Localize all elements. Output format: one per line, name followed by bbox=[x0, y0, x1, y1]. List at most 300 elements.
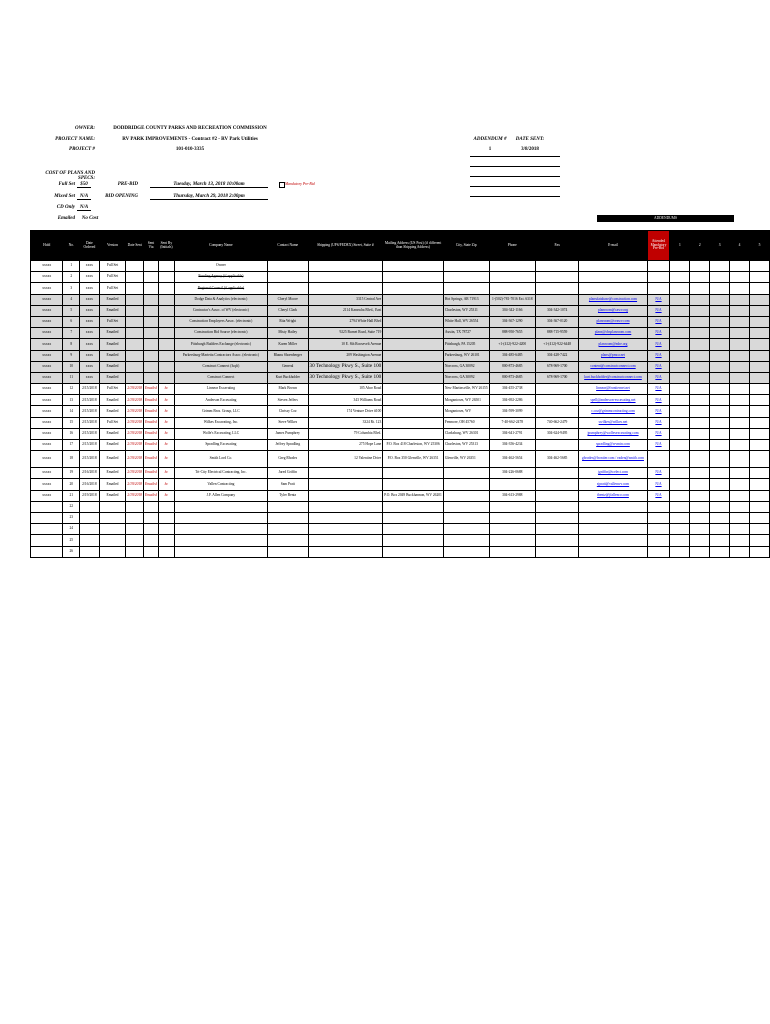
cell-via bbox=[143, 535, 158, 546]
cell-addendum-2 bbox=[690, 272, 710, 283]
column-header-15: Attended Mandatory Pre-Bid bbox=[647, 231, 670, 261]
table-row bbox=[31, 339, 770, 350]
cell-addendum-2 bbox=[690, 440, 710, 451]
project-no-value: 101-010-3335 bbox=[175, 147, 205, 152]
cd-only-value: N/A bbox=[77, 205, 91, 211]
cell-sent bbox=[126, 535, 144, 546]
cell-email[interactable]: planroom@ceawv.com bbox=[579, 316, 647, 327]
cell-email[interactable]: gbrodes@frontier.com / eaden@smith.com bbox=[579, 451, 647, 468]
cell-version bbox=[99, 535, 126, 546]
cell-via: Emailed bbox=[143, 406, 158, 417]
table-row bbox=[31, 512, 770, 523]
cell-att: N/A bbox=[647, 305, 670, 316]
cell-by bbox=[158, 535, 174, 546]
cell-addendum-4 bbox=[730, 535, 750, 546]
cell-no: 10 bbox=[63, 361, 80, 372]
cell-contact bbox=[268, 546, 309, 557]
cell-email[interactable]: linnear@frontiernet.net bbox=[579, 384, 647, 395]
table-row bbox=[31, 294, 770, 305]
cell-addendum-5 bbox=[750, 546, 770, 557]
addendum-line-4 bbox=[470, 186, 560, 187]
cell-via bbox=[143, 501, 158, 512]
cell-addendum-2 bbox=[690, 501, 710, 512]
cell-date bbox=[80, 546, 99, 557]
cell-city: Charleston, WV 25311 bbox=[443, 305, 489, 316]
cell-hold: xxxxx bbox=[31, 283, 63, 294]
table-row bbox=[31, 535, 770, 546]
cell-ship bbox=[308, 501, 383, 512]
cell-att: N/A bbox=[647, 490, 670, 501]
cell-hold: xxxxx bbox=[31, 417, 63, 428]
table-row bbox=[31, 272, 770, 283]
cell-company: Vallen Contracting bbox=[174, 479, 267, 490]
cell-addendum-1 bbox=[670, 451, 690, 468]
cell-by: hc bbox=[158, 490, 174, 501]
cell-contact bbox=[268, 512, 309, 523]
cell-date: xxxx bbox=[80, 361, 99, 372]
addendum-label: ADDENDUM # bbox=[473, 137, 507, 142]
cell-addendum-3 bbox=[710, 384, 730, 395]
cell-email[interactable]: c.coz@grimmcontracting.com bbox=[579, 406, 647, 417]
cell-email bbox=[579, 283, 647, 294]
cell-sent bbox=[126, 524, 144, 535]
cell-att bbox=[647, 451, 670, 468]
cell-via: Emailed bbox=[143, 479, 158, 490]
cell-addendum-1 bbox=[670, 305, 690, 316]
cell-email[interactable]: jpumphrey@wolfesexcavating.com bbox=[579, 428, 647, 439]
cell-mail bbox=[383, 501, 444, 512]
cell-hold: xxxxx bbox=[31, 451, 63, 468]
cell-addendum-5 bbox=[750, 283, 770, 294]
cell-via bbox=[143, 294, 158, 305]
cell-sent bbox=[126, 283, 144, 294]
cell-city bbox=[443, 272, 489, 283]
cell-fax bbox=[535, 535, 579, 546]
column-header-12: Phone bbox=[489, 231, 535, 261]
cell-via: Emailed bbox=[143, 395, 158, 406]
table-row bbox=[31, 350, 770, 361]
cell-email[interactable]: content@constructconnect.com bbox=[579, 361, 647, 372]
cell-company bbox=[174, 524, 267, 535]
cell-no: 22 bbox=[63, 501, 80, 512]
cell-hold: xxxxx bbox=[31, 428, 63, 439]
cell-date: xxxx bbox=[80, 305, 99, 316]
cell-email[interactable]: plans@pmca.net bbox=[579, 350, 647, 361]
cell-contact bbox=[268, 524, 309, 535]
cell-sent: 2/19/2018 bbox=[126, 468, 144, 479]
cell-city: Norcross, GA 30092 bbox=[443, 361, 489, 372]
cell-fax bbox=[535, 440, 579, 451]
cell-by bbox=[158, 512, 174, 523]
cell-mail: P.O. Box 2049 Buckhannon, WV 26201 bbox=[383, 490, 444, 501]
cell-company: Construct Connect (Isqft) bbox=[174, 361, 267, 372]
cell-by bbox=[158, 524, 174, 535]
cell-email bbox=[579, 261, 647, 272]
cell-version bbox=[99, 512, 126, 523]
cell-date: xxxx bbox=[80, 261, 99, 272]
cell-addendum-4 bbox=[730, 428, 750, 439]
cell-ship: 30 Technology Pkwy S., Suite 100 bbox=[308, 361, 383, 372]
cell-via: Emailed bbox=[143, 428, 158, 439]
cell-addendum-2 bbox=[690, 479, 710, 490]
cell-sent bbox=[126, 328, 144, 339]
table-body bbox=[31, 261, 770, 558]
cell-addendum-1 bbox=[670, 395, 690, 406]
cell-addendum-3 bbox=[710, 428, 730, 439]
mixed-set-value: N/A bbox=[77, 194, 91, 200]
cell-att bbox=[647, 272, 670, 283]
cell-phone: 304-485-6485 bbox=[489, 350, 535, 361]
cell-addendum-4 bbox=[730, 395, 750, 406]
column-header-16: 1 bbox=[670, 231, 690, 261]
cell-ship bbox=[308, 490, 383, 501]
cell-addendum-3 bbox=[710, 361, 730, 372]
cell-city: White Hall, WV 26554 bbox=[443, 316, 489, 327]
cell-hold: xxxxx bbox=[31, 328, 63, 339]
cell-version: Emailed bbox=[99, 451, 126, 468]
cell-via bbox=[143, 283, 158, 294]
cell-city bbox=[443, 261, 489, 272]
cell-hold: xxxxx bbox=[31, 490, 63, 501]
cell-hold: xxxxx bbox=[31, 261, 63, 272]
cell-contact: Steve Wilkes bbox=[268, 417, 309, 428]
cell-mail bbox=[383, 350, 444, 361]
cell-hold bbox=[31, 535, 63, 546]
cell-company: Smith Lord Co. bbox=[174, 451, 267, 468]
cell-fax bbox=[535, 283, 579, 294]
cell-hold: xxxxx bbox=[31, 350, 63, 361]
cell-sent: 2/19/2018 bbox=[126, 479, 144, 490]
cell-fax bbox=[535, 501, 579, 512]
cell-contact bbox=[268, 283, 309, 294]
cell-email bbox=[579, 272, 647, 283]
cell-contact: Greg Rhodes bbox=[268, 451, 309, 468]
cell-contact: Chrissy Coz bbox=[268, 406, 309, 417]
column-header-5: Sent Via bbox=[143, 231, 158, 261]
cell-att bbox=[647, 524, 670, 535]
cell-ship: 30 Technology Pkwy S., Suite 100 bbox=[308, 372, 383, 383]
cell-addendum-4 bbox=[730, 283, 750, 294]
cell-addendum-4 bbox=[730, 468, 750, 479]
addendum-line-3 bbox=[470, 176, 560, 177]
cell-company bbox=[174, 535, 267, 546]
cell-fax: 740-662-2479 bbox=[535, 417, 579, 428]
cell-addendum-4 bbox=[730, 372, 750, 383]
cell-hold bbox=[31, 546, 63, 557]
cell-contact: General bbox=[268, 361, 309, 372]
cell-fax: 304-462-5685 bbox=[535, 451, 579, 468]
cell-date bbox=[80, 501, 99, 512]
cell-company: Tri-City Electrical Contracting, Inc. bbox=[174, 468, 267, 479]
cd-only-label: CD Only bbox=[56, 205, 75, 210]
table-row bbox=[31, 372, 770, 383]
cell-addendum-1 bbox=[670, 417, 690, 428]
cell-version: Full Set bbox=[99, 272, 126, 283]
cell-by bbox=[158, 350, 174, 361]
cell-addendum-2 bbox=[690, 451, 710, 468]
cell-no: 8 bbox=[63, 339, 80, 350]
cell-city: Austin, TX 78727 bbox=[443, 328, 489, 339]
cell-no: 7 bbox=[63, 328, 80, 339]
column-header-8: Contact Name bbox=[268, 231, 309, 261]
cell-by: hc bbox=[158, 468, 174, 479]
cell-version: Emailed bbox=[99, 479, 126, 490]
cell-addendum-2 bbox=[690, 524, 710, 535]
cell-att: N/A bbox=[647, 479, 670, 490]
cell-fax bbox=[535, 272, 579, 283]
addendum-value: 1 bbox=[488, 147, 492, 152]
cell-contact bbox=[268, 535, 309, 546]
cell-email[interactable]: swilkes@wilkes.net bbox=[579, 417, 647, 428]
cell-hold: xxxxx bbox=[31, 316, 63, 327]
cell-version: Full Set bbox=[99, 261, 126, 272]
cell-phone: +1-(412)-922-4200 bbox=[489, 339, 535, 350]
cell-no: 12 bbox=[63, 384, 80, 395]
cell-via bbox=[143, 339, 158, 350]
cell-by bbox=[158, 316, 174, 327]
cell-addendum-2 bbox=[690, 350, 710, 361]
cell-phone bbox=[489, 272, 535, 283]
cell-fax bbox=[535, 294, 579, 305]
cell-addendum-3 bbox=[710, 395, 730, 406]
table-row bbox=[31, 479, 770, 490]
cell-addendum-5 bbox=[750, 440, 770, 451]
cell-addendum-5 bbox=[750, 524, 770, 535]
table-row bbox=[31, 384, 770, 395]
cell-contact: Mark Brown bbox=[268, 384, 309, 395]
cell-addendum-4 bbox=[730, 440, 750, 451]
cell-addendum-1 bbox=[670, 490, 690, 501]
cell-version: Emailed bbox=[99, 372, 126, 383]
cell-addendum-3 bbox=[710, 283, 730, 294]
table-row bbox=[31, 501, 770, 512]
cell-addendum-5 bbox=[750, 384, 770, 395]
cell-contact: Rita Wright bbox=[268, 316, 309, 327]
plan-holders-table bbox=[30, 230, 770, 558]
cell-att bbox=[647, 261, 670, 272]
cell-addendum-1 bbox=[670, 261, 690, 272]
cell-hold: xxxxx bbox=[31, 372, 63, 383]
addendum-line-2 bbox=[470, 166, 560, 167]
date-sent-label: DATE SENT: bbox=[515, 137, 545, 142]
cell-no: 6 bbox=[63, 316, 80, 327]
cell-contact: Misty Hailey bbox=[268, 328, 309, 339]
cell-att: N/A bbox=[647, 339, 670, 350]
cell-email[interactable]: spell@anderson-excavating.net bbox=[579, 395, 647, 406]
cell-sent bbox=[126, 361, 144, 372]
cell-via bbox=[143, 316, 158, 327]
full-set-label: Full Set bbox=[58, 182, 75, 187]
cell-date: xxxx bbox=[80, 272, 99, 283]
cell-email[interactable]: plans@cbsplanroom.com bbox=[579, 328, 647, 339]
cell-city: Glenville, WV 26351 bbox=[443, 451, 489, 468]
cell-att: N/A bbox=[647, 406, 670, 417]
cell-by bbox=[158, 294, 174, 305]
cell-sent bbox=[126, 305, 144, 316]
cell-contact bbox=[268, 261, 309, 272]
cell-no: 23 bbox=[63, 512, 80, 523]
cell-email[interactable]: jgriffin@tcelect.com bbox=[579, 468, 647, 479]
cell-phone: 304-692-2286 bbox=[489, 395, 535, 406]
cell-version: Full Set bbox=[99, 384, 126, 395]
cell-phone bbox=[489, 479, 535, 490]
cell-addendum-2 bbox=[690, 361, 710, 372]
cell-by: hc bbox=[158, 384, 174, 395]
cell-addendum-3 bbox=[710, 479, 730, 490]
cell-email[interactable]: spradling@wvmin.com bbox=[579, 440, 647, 451]
cell-no: 21 bbox=[63, 490, 80, 501]
cell-fax: 304-428-7422 bbox=[535, 350, 579, 361]
cell-mail bbox=[383, 512, 444, 523]
cell-date: 2/16/2018 bbox=[80, 468, 99, 479]
cell-date: 2/15/2018 bbox=[80, 384, 99, 395]
table-row bbox=[31, 546, 770, 557]
cell-city bbox=[443, 479, 489, 490]
cell-version: Emailed bbox=[99, 328, 126, 339]
cell-version bbox=[99, 501, 126, 512]
cell-att: N/A bbox=[647, 372, 670, 383]
cell-date bbox=[80, 535, 99, 546]
cell-mail bbox=[383, 417, 444, 428]
cell-hold: xxxxx bbox=[31, 294, 63, 305]
cell-company: Pittsburgh Builders Exchange (electronic) bbox=[174, 339, 267, 350]
cell-city: Hot Springs, AR 71913 bbox=[443, 294, 489, 305]
cell-addendum-2 bbox=[690, 384, 710, 395]
cell-by bbox=[158, 272, 174, 283]
cell-no: 9 bbox=[63, 350, 80, 361]
date-sent-value: 3/8/2018 bbox=[521, 147, 539, 152]
cell-addendum-2 bbox=[690, 395, 710, 406]
cell-city bbox=[443, 283, 489, 294]
cell-company: Spradling Excavating bbox=[174, 440, 267, 451]
cell-email[interactable]: tbentz@jfallenco.com bbox=[579, 490, 647, 501]
cell-att bbox=[647, 546, 670, 557]
cell-date: xxxx bbox=[80, 316, 99, 327]
cell-company: Linnear Excavating bbox=[174, 384, 267, 395]
cell-addendum-4 bbox=[730, 261, 750, 272]
cell-mail bbox=[383, 305, 444, 316]
column-header-14: E-mail bbox=[579, 231, 647, 261]
cell-email bbox=[579, 501, 647, 512]
column-header-3: Version bbox=[99, 231, 126, 261]
cell-phone bbox=[489, 501, 535, 512]
cell-mail bbox=[383, 406, 444, 417]
cell-version: Emailed bbox=[99, 294, 126, 305]
cell-hold bbox=[31, 501, 63, 512]
cell-date: xxxx bbox=[80, 372, 99, 383]
cell-att bbox=[647, 501, 670, 512]
cell-email[interactable]: plansdatabase@construction.com bbox=[579, 294, 647, 305]
cell-phone bbox=[489, 261, 535, 272]
cell-by: hc bbox=[158, 395, 174, 406]
cell-city: New Martinsville, WV 26155 bbox=[443, 384, 489, 395]
cell-city bbox=[443, 490, 489, 501]
cell-ship bbox=[308, 468, 383, 479]
cell-att: N/A bbox=[647, 395, 670, 406]
cell-att: N/A bbox=[647, 468, 670, 479]
column-header-0: Hold bbox=[31, 231, 63, 261]
cell-no: 14 bbox=[63, 406, 80, 417]
cell-addendum-5 bbox=[750, 501, 770, 512]
cell-att: N/A bbox=[647, 428, 670, 439]
cell-hold bbox=[31, 512, 63, 523]
cell-addendum-4 bbox=[730, 451, 750, 468]
cell-via: Emailed bbox=[143, 490, 158, 501]
cell-company: Construction Employers Assoc. (electronic) bbox=[174, 316, 267, 327]
cell-sent bbox=[126, 512, 144, 523]
cell-no: 5 bbox=[63, 305, 80, 316]
cell-phone: 304-462-5654 bbox=[489, 451, 535, 468]
cell-fax bbox=[535, 490, 579, 501]
cell-date: xxxx bbox=[80, 294, 99, 305]
cell-addendum-2 bbox=[690, 305, 710, 316]
cell-hold: xxxxx bbox=[31, 440, 63, 451]
cell-addendum-4 bbox=[730, 316, 750, 327]
cell-addendum-3 bbox=[710, 305, 730, 316]
cell-city: Parkersburg, WV 26101 bbox=[443, 350, 489, 361]
cell-ship: 343 Williams Road bbox=[308, 395, 383, 406]
cell-phone bbox=[489, 535, 535, 546]
cell-addendum-2 bbox=[690, 316, 710, 327]
cell-by: hc bbox=[158, 406, 174, 417]
cell-addendum-1 bbox=[670, 428, 690, 439]
cell-no: 17 bbox=[63, 440, 80, 451]
cell-addendum-2 bbox=[690, 261, 710, 272]
mixed-set-label: Mixed Set bbox=[54, 194, 75, 199]
cell-version: Emailed bbox=[99, 361, 126, 372]
cell-sent bbox=[126, 316, 144, 327]
cell-contact: Sam Pratt bbox=[268, 479, 309, 490]
cell-ship bbox=[308, 512, 383, 523]
cell-date: 2/15/2018 bbox=[80, 451, 99, 468]
cell-addendum-5 bbox=[750, 428, 770, 439]
cell-addendum-2 bbox=[690, 417, 710, 428]
cell-addendum-1 bbox=[670, 524, 690, 535]
cell-mail bbox=[383, 294, 444, 305]
table-row bbox=[31, 417, 770, 428]
cell-date: 2/15/2018 bbox=[80, 417, 99, 428]
cell-via bbox=[143, 350, 158, 361]
cell-sent bbox=[126, 339, 144, 350]
cell-ship: 275 Hope Lane bbox=[308, 440, 383, 451]
cell-by: hc bbox=[158, 440, 174, 451]
cell-addendum-4 bbox=[730, 490, 750, 501]
cell-company: Regional Council (if applicable) bbox=[174, 283, 267, 294]
cell-via bbox=[143, 524, 158, 535]
cell-email[interactable]: planroom@mbe.org bbox=[579, 339, 647, 350]
cell-email[interactable]: sjpratt@vallenwv.com bbox=[579, 479, 647, 490]
cell-city: Clarksburg, WV 26301 bbox=[443, 428, 489, 439]
cell-email[interactable]: kurt.buckholder@constructconnect.com bbox=[579, 372, 647, 383]
cell-ship: 2114 Kanawha Blvd., East bbox=[308, 305, 383, 316]
cell-email bbox=[579, 524, 647, 535]
cell-email[interactable]: planroom@cawv.org bbox=[579, 305, 647, 316]
column-header-13: Fax bbox=[535, 231, 579, 261]
cell-sent: 2/19/2018 bbox=[126, 384, 144, 395]
cell-version: Full Set bbox=[99, 316, 126, 327]
cell-addendum-5 bbox=[750, 395, 770, 406]
cell-fax bbox=[535, 512, 579, 523]
cell-ship: 3324 Rt. 123 bbox=[308, 417, 383, 428]
cell-ship bbox=[308, 479, 383, 490]
cell-by bbox=[158, 361, 174, 372]
cell-addendum-3 bbox=[710, 501, 730, 512]
table-row bbox=[31, 361, 770, 372]
costs-title: COST OF PLANS AND SPECS: bbox=[45, 171, 95, 181]
cell-addendum-3 bbox=[710, 261, 730, 272]
cell-phone: 304-342-1166 bbox=[489, 305, 535, 316]
cell-company: Wilkes Excavating, Inc. bbox=[174, 417, 267, 428]
